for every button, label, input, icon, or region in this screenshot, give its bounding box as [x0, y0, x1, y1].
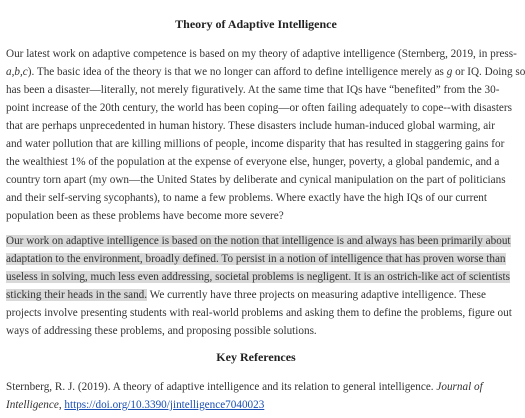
- doi-link[interactable]: https://doi.org/10.3390/jintelligence7040023: [64, 399, 265, 411]
- paragraph-line: Our latest work on adaptive competence is based on my theory of adaptive intelligence (Sternberg, 2019, in press-: [6, 48, 517, 60]
- paragraph-line: country torn apart (my own—the United States by deliberate and cynical manipulation on the part of politicians: [6, 174, 506, 186]
- paragraph-line: [6, 268, 510, 286]
- paragraph-line: population been as these problems have become more severe?: [6, 210, 284, 222]
- reference-entry: [6, 378, 506, 414]
- page-title: Theory of Adaptive Intelligence: [175, 17, 337, 31]
- paragraph-line: and water pollution that are killing millions of people, income disparity that has resulted in staggering gains for: [6, 138, 505, 150]
- paragraph-text: We currently have three projects on measuring adaptive intelligence. These: [147, 289, 486, 301]
- intro-paragraph: [6, 45, 525, 225]
- reference-separator: ,: [58, 399, 65, 411]
- paragraph-line: [6, 232, 511, 250]
- highlighted-text[interactable]: adaptation to the environment, broadly defined. To persist in a notion of intelligence that has proven worse than: [6, 253, 506, 265]
- reference-line: [6, 378, 506, 396]
- paragraph-line: has been a disaster—literally, not merely figuratively. At the same time that IQs have “benefited” from the 30-: [6, 84, 500, 96]
- references-heading: Key References: [216, 350, 296, 364]
- highlighted-paragraph: [6, 232, 512, 340]
- reference-line: [6, 396, 506, 414]
- italic-g: g: [446, 66, 453, 78]
- reference-authors: Sternberg, R. J. (2019). A theory of adaptive intelligence and its relation to general intelligence.: [6, 381, 437, 393]
- paragraph-line: point increase of the 20th century, the world has been coping—or often failing adequately to cope--with disasters: [6, 102, 512, 114]
- paragraph-line: a,b,c). The basic idea of the theory is that we no longer can afford to define intelligence merely as g or IQ. Doing so: [6, 66, 525, 78]
- paragraph-line: that are perhaps unprecedented in human history. These disasters include human-induced global warming, air: [6, 120, 495, 132]
- highlighted-text[interactable]: Our work on adaptive intelligence is based on the notion that intelligence is and always has been primarily about: [6, 235, 511, 247]
- paragraph-line: ways of addressing these problems, and proposing possible solutions.: [6, 325, 317, 337]
- italic-citation-letters: a,b,c: [6, 66, 28, 78]
- highlighted-text[interactable]: useless in solving, much less even addressing, societal problems is negligent. It is an ostrich-like act of scientists: [6, 271, 510, 283]
- reference-journal: Intelligence: [6, 399, 59, 411]
- paragraph-line: [6, 286, 506, 304]
- paragraph-line: and their self-serving sycophants), to name a few problems. Where exactly have the high IQs of our current: [6, 192, 488, 204]
- paragraph-line: the wealthiest 1% of the population at the expense of everyone else, hunger, poverty, a global pandemic, and a: [6, 156, 500, 168]
- highlighted-text[interactable]: sticking their heads in the sand.: [6, 289, 148, 301]
- paragraph-line: projects involve presenting students with real-world problems and asking them to define the problems, figure out: [6, 307, 512, 319]
- reference-journal: Journal of: [436, 381, 483, 393]
- paragraph-line: [6, 250, 506, 268]
